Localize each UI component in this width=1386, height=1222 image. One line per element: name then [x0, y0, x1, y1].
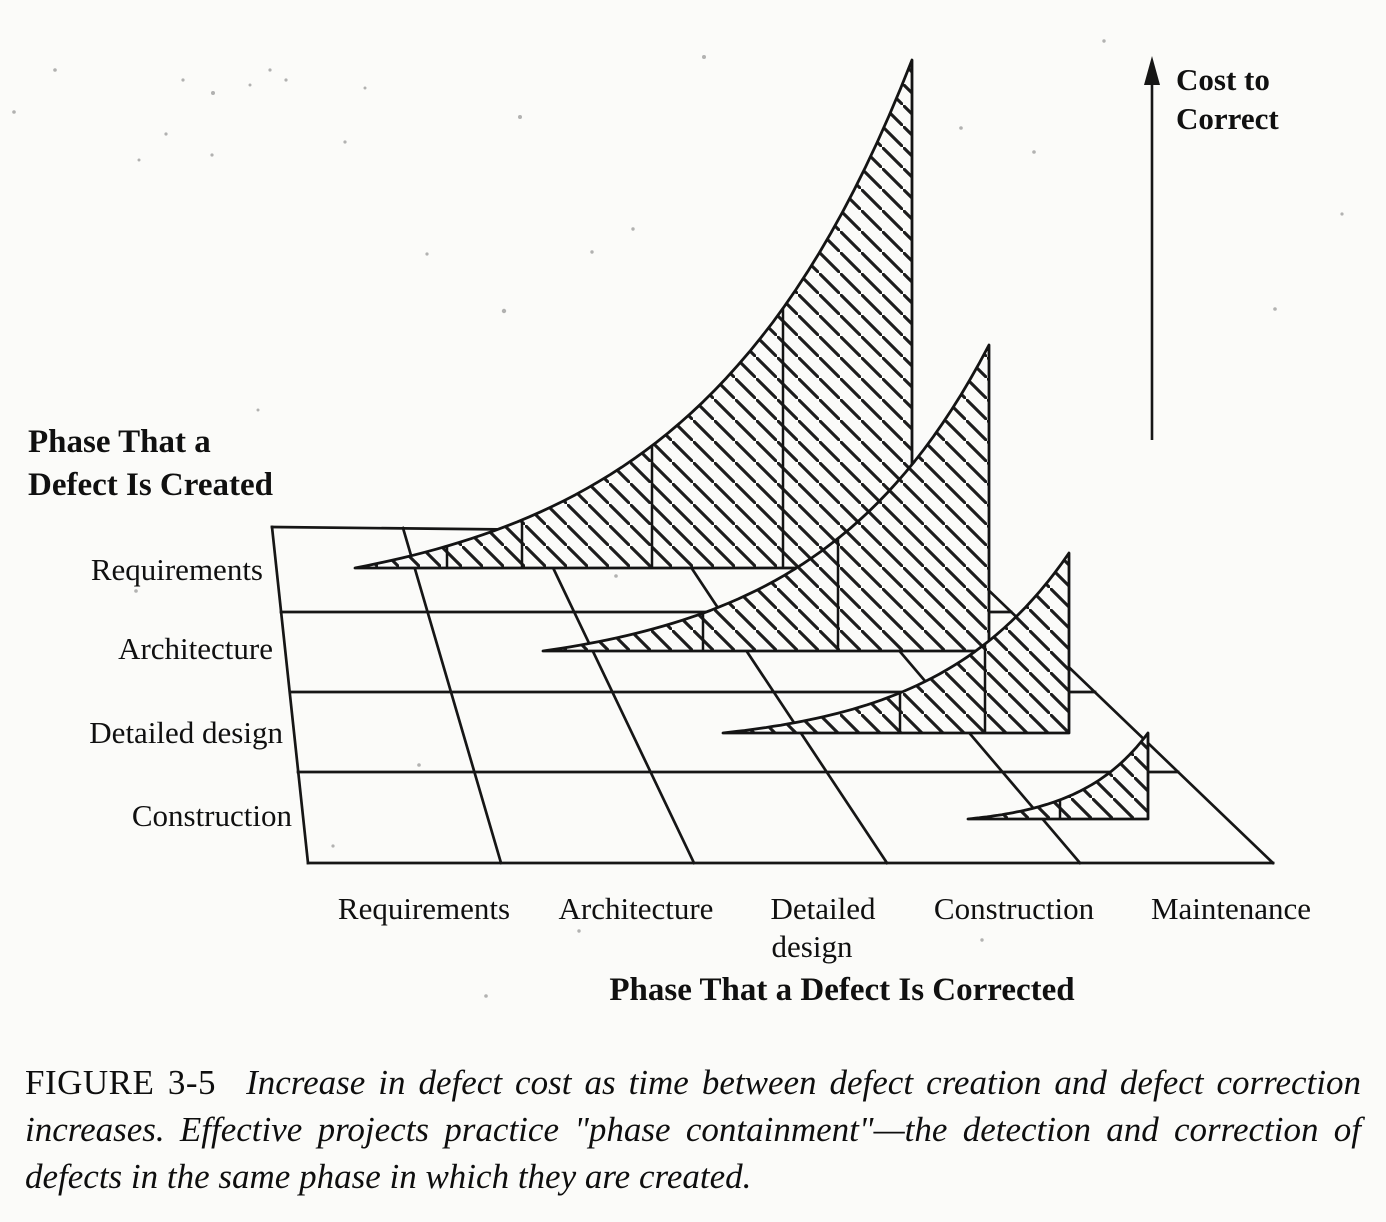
cost-curves: [355, 60, 1148, 819]
row-label-requirements: Requirements: [90, 552, 263, 587]
col-label-requirements: Requirements: [337, 891, 511, 926]
col-label-architecture: Architecture: [558, 891, 714, 926]
corrected-axis-title: Phase That a Defect Is Corrected: [609, 972, 1075, 1008]
grid-col-line-1: [403, 528, 501, 863]
figure-caption: [25, 1059, 1361, 1200]
figure-caption-label: FIGURE 3-5: [25, 1063, 217, 1102]
created-axis-title-line2: Defect Is Created: [28, 467, 273, 503]
figure-caption-text: Increase in defect cost as time between defect creation and defect correction increases. Effective projects practice "phase containment"—the detection and correction of defects in the same phase in which they are created.: [25, 1063, 1361, 1196]
col-label-maintenance: Maintenance: [1150, 891, 1312, 926]
row-label-detailed-design: Detailed design: [89, 715, 283, 750]
grid-col-line-2: [535, 530, 694, 863]
col-label-detailed: Detailed: [770, 891, 876, 926]
cost-axis-label-line1: Cost to: [1176, 62, 1270, 97]
created-axis-title-line1: Phase That a: [28, 424, 211, 460]
col-label-design: design: [771, 929, 853, 964]
row-label-architecture: Architecture: [118, 631, 273, 666]
cost-axis-label-line2: Correct: [1176, 101, 1279, 136]
row-label-construction: Construction: [131, 798, 292, 833]
cost-axis-arrow: [1144, 56, 1160, 440]
col-label-construction: Construction: [933, 891, 1095, 926]
